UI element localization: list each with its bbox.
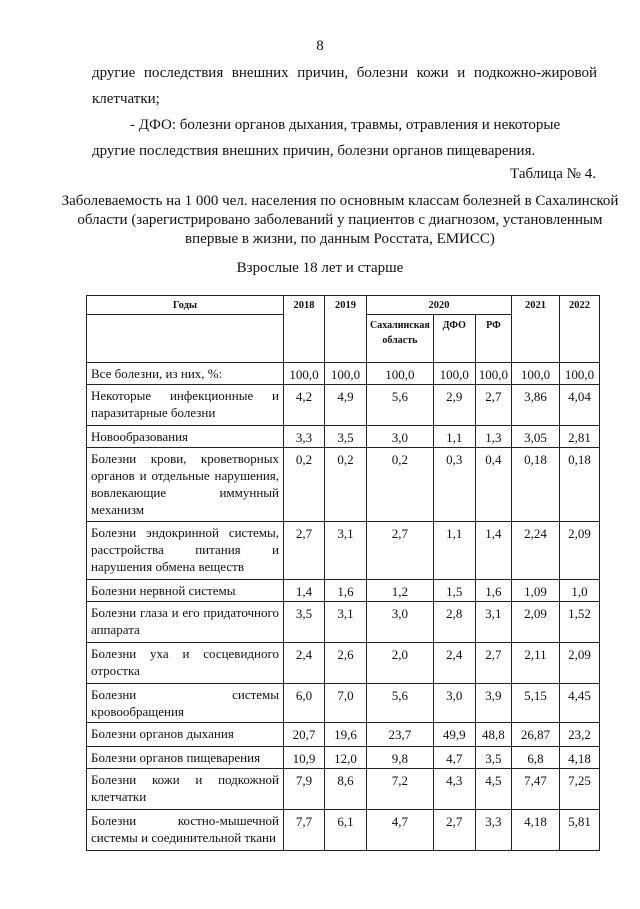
cell-v2022: 1,0 xyxy=(560,580,600,602)
cell-rf: 100,0 xyxy=(475,363,511,385)
cell-sakh: 5,6 xyxy=(367,385,434,426)
cell-rf: 1,6 xyxy=(475,580,511,602)
cell-v2018: 7,7 xyxy=(284,810,325,851)
cell-v2019: 3,5 xyxy=(325,426,367,448)
cell-sakh: 23,7 xyxy=(367,723,434,747)
cell-v2022: 0,18 xyxy=(560,448,600,522)
cell-v2022: 1,52 xyxy=(560,602,600,643)
cell-v2022: 2,09 xyxy=(560,522,600,580)
cell-rf: 3,1 xyxy=(475,602,511,643)
cell-rf: 1,4 xyxy=(475,522,511,580)
cell-rf: 2,7 xyxy=(475,385,511,426)
cell-v2018: 0,2 xyxy=(284,448,325,522)
cell-v2021: 7,47 xyxy=(512,769,560,810)
header-2020: 2020 xyxy=(367,296,512,315)
row-label: Болезни системы кровообращения xyxy=(87,684,284,723)
cell-v2019: 2,6 xyxy=(325,643,367,684)
cell-v2021: 0,18 xyxy=(512,448,560,522)
cell-rf: 1,3 xyxy=(475,426,511,448)
row-label: Некоторые инфекционные и паразитарные болезни xyxy=(87,385,284,426)
cell-v2021: 1,09 xyxy=(512,580,560,602)
cell-v2019: 100,0 xyxy=(325,363,367,385)
cell-dfo: 2,4 xyxy=(433,643,475,684)
cell-v2021: 5,15 xyxy=(512,684,560,723)
table-row xyxy=(87,385,600,426)
cell-v2022: 4,04 xyxy=(560,385,600,426)
cell-dfo: 100,0 xyxy=(433,363,475,385)
cell-v2022: 23,2 xyxy=(560,723,600,747)
cell-v2018: 1,4 xyxy=(284,580,325,602)
table-row xyxy=(87,643,600,684)
cell-dfo: 2,9 xyxy=(433,385,475,426)
cell-v2018: 7,9 xyxy=(284,769,325,810)
cell-dfo: 49,9 xyxy=(433,723,475,747)
cell-rf: 3,5 xyxy=(475,747,511,769)
header-2019: 2019 xyxy=(325,296,367,363)
header-years: Годы xyxy=(87,296,284,315)
cell-v2018: 6,0 xyxy=(284,684,325,723)
cell-sakh: 3,0 xyxy=(367,602,434,643)
cell-v2021: 2,11 xyxy=(512,643,560,684)
cell-v2021: 3,05 xyxy=(512,426,560,448)
page-number: 8 xyxy=(316,38,324,54)
cell-sakh: 2,0 xyxy=(367,643,434,684)
cell-v2018: 20,7 xyxy=(284,723,325,747)
cell-rf: 4,5 xyxy=(475,769,511,810)
cell-dfo: 2,7 xyxy=(433,810,475,851)
table-caption: Таблица № 4. xyxy=(510,166,596,182)
cell-sakh: 4,7 xyxy=(367,810,434,851)
cell-v2018: 2,7 xyxy=(284,522,325,580)
cell-v2021: 26,87 xyxy=(512,723,560,747)
paragraph-2 xyxy=(92,112,597,164)
cell-v2019: 7,0 xyxy=(325,684,367,723)
header-years-blank xyxy=(87,315,284,363)
cell-rf: 0,4 xyxy=(475,448,511,522)
row-label: Болезни кожи и подкожной клетчатки xyxy=(87,769,284,810)
cell-v2022: 2,81 xyxy=(560,426,600,448)
cell-v2019: 8,6 xyxy=(325,769,367,810)
table-row xyxy=(87,723,600,747)
cell-v2022: 4,45 xyxy=(560,684,600,723)
cell-v2021: 2,24 xyxy=(512,522,560,580)
cell-v2018: 4,2 xyxy=(284,385,325,426)
cell-v2019: 3,1 xyxy=(325,522,367,580)
cell-dfo: 2,8 xyxy=(433,602,475,643)
row-label: Болезни крови, кроветворных органов и отдельные нарушения, вовлекающие иммунный механизм xyxy=(87,448,284,522)
row-label: Болезни органов пищеварения xyxy=(87,747,284,769)
cell-dfo: 1,1 xyxy=(433,426,475,448)
cell-v2021: 100,0 xyxy=(512,363,560,385)
cell-rf: 3,3 xyxy=(475,810,511,851)
cell-rf: 2,7 xyxy=(475,643,511,684)
row-label: Новообразования xyxy=(87,426,284,448)
table-row xyxy=(87,747,600,769)
morbidity-table xyxy=(86,295,600,851)
cell-v2022: 7,25 xyxy=(560,769,600,810)
cell-dfo: 4,3 xyxy=(433,769,475,810)
cell-v2019: 1,6 xyxy=(325,580,367,602)
cell-v2019: 6,1 xyxy=(325,810,367,851)
cell-v2019: 12,0 xyxy=(325,747,367,769)
row-label: Болезни эндокринной системы, расстройства питания и нарушения обмена веществ xyxy=(87,522,284,580)
cell-v2018: 100,0 xyxy=(284,363,325,385)
cell-v2022: 2,09 xyxy=(560,643,600,684)
header-2018: 2018 xyxy=(284,296,325,363)
table-row xyxy=(87,769,600,810)
cell-v2019: 4,9 xyxy=(325,385,367,426)
cell-v2021: 2,09 xyxy=(512,602,560,643)
row-label: Болезни органов дыхания xyxy=(87,723,284,747)
cell-sakh: 9,8 xyxy=(367,747,434,769)
row-label: Болезни уха и сосцевидного отростка xyxy=(87,643,284,684)
row-label: Болезни костно-мышечной системы и соединительной ткани xyxy=(87,810,284,851)
cell-dfo: 1,5 xyxy=(433,580,475,602)
cell-v2021: 4,18 xyxy=(512,810,560,851)
paragraph-2-rest: другие последствия внешних причин, болезни органов пищеварения. xyxy=(92,143,536,159)
cell-sakh: 2,7 xyxy=(367,522,434,580)
cell-v2022: 5,81 xyxy=(560,810,600,851)
cell-sakh: 3,0 xyxy=(367,426,434,448)
cell-dfo: 4,7 xyxy=(433,747,475,769)
paragraph-1: другие последствия внешних причин, болезни кожи и подкожно-жировой клетчатки; xyxy=(92,65,597,107)
cell-sakh: 7,2 xyxy=(367,769,434,810)
table-row xyxy=(87,363,600,385)
header-dfo: ДФО xyxy=(433,315,475,363)
cell-v2018: 2,4 xyxy=(284,643,325,684)
cell-sakh: 5,6 xyxy=(367,684,434,723)
cell-v2021: 3,86 xyxy=(512,385,560,426)
cell-v2021: 6,8 xyxy=(512,747,560,769)
cell-sakh: 100,0 xyxy=(367,363,434,385)
row-label: Все болезни, из них, %: xyxy=(87,363,284,385)
cell-sakh: 1,2 xyxy=(367,580,434,602)
cell-rf: 3,9 xyxy=(475,684,511,723)
table-title: Заболеваемость на 1 000 чел. населения по основным классам болезней в Сахалинской области (зарегистрировано заболеваний у пациентов с диагнозом, установленным впервые в жизни, по данным Росстата, ЕМИСС) xyxy=(61,193,619,247)
cell-v2018: 3,5 xyxy=(284,602,325,643)
cell-v2019: 19,6 xyxy=(325,723,367,747)
cell-dfo: 1,1 xyxy=(433,522,475,580)
table-row xyxy=(87,580,600,602)
table-subtitle: Взрослые 18 лет и старше xyxy=(236,260,404,276)
table-row xyxy=(87,684,600,723)
cell-dfo: 0,3 xyxy=(433,448,475,522)
row-label: Болезни нервной системы xyxy=(87,580,284,602)
table-row xyxy=(87,602,600,643)
header-rf: РФ xyxy=(475,315,511,363)
cell-v2022: 4,18 xyxy=(560,747,600,769)
header-2022: 2022 xyxy=(560,296,600,363)
cell-v2019: 0,2 xyxy=(325,448,367,522)
cell-v2019: 3,1 xyxy=(325,602,367,643)
table-row xyxy=(87,448,600,522)
row-label: Болезни глаза и его придаточного аппарата xyxy=(87,602,284,643)
cell-dfo: 3,0 xyxy=(433,684,475,723)
header-2021: 2021 xyxy=(512,296,560,363)
paragraph-2-first-line: - ДФО: болезни органов дыхания, травмы, отравления и некоторые xyxy=(130,117,561,133)
table-row xyxy=(87,810,600,851)
cell-v2022: 100,0 xyxy=(560,363,600,385)
cell-v2018: 3,3 xyxy=(284,426,325,448)
header-sakhalin: Сахалинская область xyxy=(367,315,434,363)
table-row xyxy=(87,426,600,448)
cell-v2018: 10,9 xyxy=(284,747,325,769)
table-row xyxy=(87,522,600,580)
cell-sakh: 0,2 xyxy=(367,448,434,522)
cell-rf: 48,8 xyxy=(475,723,511,747)
